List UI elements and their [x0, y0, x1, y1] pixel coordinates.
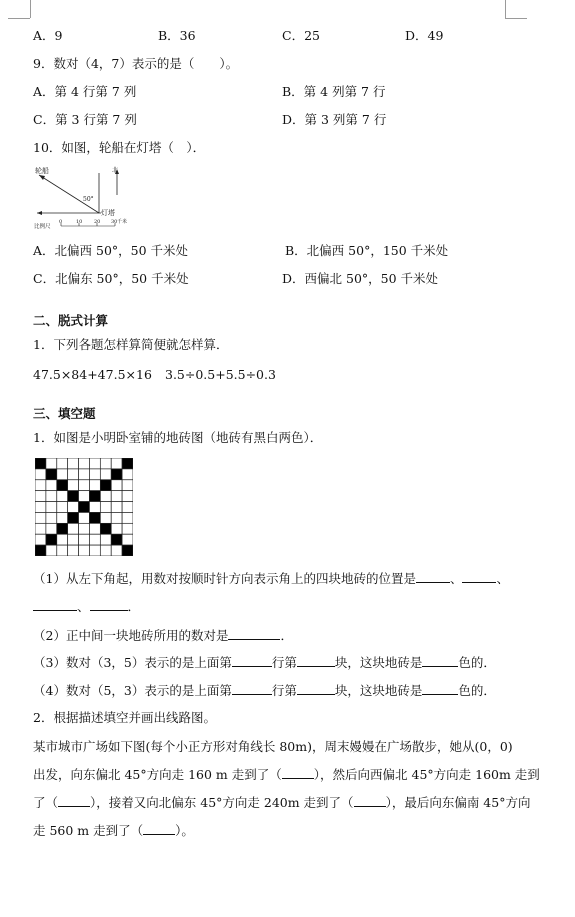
white-tile — [35, 502, 46, 513]
white-tile — [122, 502, 133, 513]
white-tile — [46, 545, 57, 556]
white-tile — [57, 512, 68, 523]
black-tile — [111, 469, 122, 480]
white-tile — [57, 502, 68, 513]
black-tile — [122, 458, 133, 469]
white-tile — [111, 545, 122, 556]
black-tile — [68, 491, 79, 502]
white-tile — [122, 512, 133, 523]
q9-stem: 9．数对（4，7）表示的是（ ）。 — [33, 56, 239, 71]
white-tile — [46, 458, 57, 469]
blank-point-2[interactable] — [58, 793, 90, 807]
blank-row[interactable] — [232, 681, 272, 695]
black-tile — [100, 523, 111, 534]
white-tile — [68, 502, 79, 513]
black-tile — [111, 534, 122, 545]
white-tile — [122, 480, 133, 491]
black-tile — [57, 480, 68, 491]
blank-tile[interactable] — [297, 653, 335, 667]
blank-point-3[interactable] — [354, 793, 386, 807]
q1-part1-line2: 、 ． — [33, 597, 140, 616]
q2-line-1: 某市城市广场如下图(每个小正方形对角线长 80m)，周末嫚嫚在广场散步，她从(0，0) — [33, 739, 513, 754]
white-tile — [57, 469, 68, 480]
section-2-q1: 1．下列各题怎样算简便就怎样算． — [33, 337, 229, 352]
white-tile — [68, 480, 79, 491]
white-tile — [100, 545, 111, 556]
white-tile — [79, 523, 90, 534]
white-tile — [46, 491, 57, 502]
q1-part4: （4）数对（5，3）表示的是上面第 行第 块，这块地砖是 色的． — [33, 683, 496, 698]
white-tile — [57, 491, 68, 502]
north-label: 北 — [112, 167, 119, 174]
q2-line-3: 了（ ），接着又向北偏东 45°方向走 240m 走到了（ ），最后向东偏南 45°方向 — [33, 795, 531, 810]
white-tile — [57, 534, 68, 545]
white-tile — [122, 469, 133, 480]
white-tile — [79, 545, 90, 556]
q10-option-a: A．北偏西 50°，50 千米处 — [33, 243, 189, 258]
expression-1: 47.5×84+47.5×16 — [33, 367, 152, 382]
section-3-q1-stem: 1．如图是小明卧室铺的地砖图（地砖有黑白两色）． — [33, 430, 323, 445]
blank-row[interactable] — [232, 653, 272, 667]
white-tile — [100, 469, 111, 480]
q8-option-b: B．36 — [158, 28, 196, 43]
black-tile — [89, 491, 100, 502]
white-tile — [57, 545, 68, 556]
white-tile — [89, 523, 100, 534]
q1-part2: （2）正中间一块地砖所用的数对是 ． — [33, 628, 293, 643]
scale-tick: 0 — [59, 219, 63, 225]
blank-corner-1[interactable] — [416, 569, 450, 583]
white-tile — [89, 545, 100, 556]
scale-unit: 千米 — [117, 219, 128, 225]
white-tile — [46, 512, 57, 523]
blank-corner-2[interactable] — [462, 569, 496, 583]
white-tile — [68, 545, 79, 556]
page-corner-mark — [505, 0, 506, 18]
scale-tick: 30 — [111, 219, 118, 225]
blank-corner-3[interactable] — [33, 597, 77, 611]
page-corner-mark — [505, 18, 527, 19]
white-tile — [68, 469, 79, 480]
section-2-heading: 二、脱式计算 — [33, 313, 109, 328]
black-tile — [35, 545, 46, 556]
black-tile — [35, 458, 46, 469]
white-tile — [46, 523, 57, 534]
q10-option-b: B．北偏西 50°，150 千米处 — [285, 243, 449, 258]
q10-stem: 10．如图，轮船在灯塔（ ）． — [33, 140, 206, 155]
blank-center-tile[interactable] — [228, 626, 280, 640]
white-tile — [100, 458, 111, 469]
white-tile — [111, 523, 122, 534]
white-tile — [89, 534, 100, 545]
white-tile — [122, 534, 133, 545]
white-tile — [122, 523, 133, 534]
black-tile — [89, 512, 100, 523]
white-tile — [79, 512, 90, 523]
q2-line-4: 走 560 m 走到了（ ）。 — [33, 823, 194, 838]
white-tile — [35, 534, 46, 545]
scale-tick: 10 — [76, 219, 83, 225]
q1-part3: （3）数对（3，5）表示的是上面第 行第 块，这块地砖是 色的． — [33, 655, 496, 670]
ship-label: 轮船 — [35, 167, 49, 175]
white-tile — [35, 523, 46, 534]
white-tile — [89, 469, 100, 480]
q2-line-2: 出发，向东偏北 45°方向走 160 m 走到了（ ），然后向西偏北 45°方向走 160m 走到 — [33, 767, 540, 782]
white-tile — [100, 502, 111, 513]
q8-option-c: C．25 — [282, 28, 320, 43]
q9-option-b: B．第 4 列第 7 行 — [282, 84, 386, 99]
white-tile — [57, 458, 68, 469]
blank-tile[interactable] — [297, 681, 335, 695]
q9-option-a: A．第 4 行第 7 列 — [33, 84, 137, 99]
q1-part1-line1: （1）从左下角起，用数对按顺时针方向表示角上的四块地砖的位置是 、 、 — [33, 571, 509, 586]
white-tile — [35, 469, 46, 480]
white-tile — [68, 458, 79, 469]
white-tile — [100, 534, 111, 545]
lighthouse-label: 灯塔 — [101, 209, 115, 217]
white-tile — [111, 458, 122, 469]
angle-label: 50° — [83, 196, 94, 203]
white-tile — [111, 502, 122, 513]
blank-color[interactable] — [422, 681, 458, 695]
q8-option-d: D．49 — [405, 28, 444, 43]
white-tile — [122, 491, 133, 502]
black-tile — [46, 534, 57, 545]
white-tile — [68, 534, 79, 545]
white-tile — [79, 458, 90, 469]
blank-point-4[interactable] — [143, 821, 175, 835]
q2-paragraph — [33, 733, 543, 845]
section-3-q2-stem: 2．根据描述填空并画出线路图。 — [33, 710, 216, 725]
white-tile — [35, 512, 46, 523]
ship-lighthouse-diagram — [31, 163, 141, 231]
white-tile — [35, 480, 46, 491]
blank-corner-4[interactable] — [90, 597, 128, 611]
blank-color[interactable] — [422, 653, 458, 667]
scale-label: 比例尺 — [34, 224, 51, 230]
white-tile — [35, 491, 46, 502]
q9-option-c: C．第 3 行第 7 列 — [33, 112, 137, 127]
floor-tile-grid — [35, 458, 133, 556]
white-tile — [100, 512, 111, 523]
white-tile — [111, 491, 122, 502]
section-3-heading: 三、填空题 — [33, 406, 96, 421]
q8-option-a: A．9 — [33, 28, 63, 43]
white-tile — [68, 523, 79, 534]
white-tile — [100, 491, 111, 502]
q9-option-d: D．第 3 列第 7 行 — [282, 112, 387, 127]
white-tile — [89, 502, 100, 513]
white-tile — [79, 491, 90, 502]
white-tile — [89, 480, 100, 491]
white-tile — [79, 480, 90, 491]
black-tile — [79, 502, 90, 513]
white-tile — [46, 480, 57, 491]
white-tile — [79, 469, 90, 480]
black-tile — [68, 512, 79, 523]
black-tile — [122, 545, 133, 556]
page-corner-mark — [8, 18, 30, 19]
scale-tick: 20 — [94, 219, 101, 225]
blank-point-1[interactable] — [282, 765, 314, 779]
black-tile — [46, 469, 57, 480]
white-tile — [89, 458, 100, 469]
q10-option-d: D．西偏北 50°，50 千米处 — [282, 271, 439, 286]
white-tile — [111, 480, 122, 491]
page-corner-mark — [30, 0, 31, 18]
black-tile — [57, 523, 68, 534]
expression-2: 3.5÷0.5+5.5÷0.3 — [165, 367, 276, 382]
white-tile — [111, 512, 122, 523]
black-tile — [100, 480, 111, 491]
q10-option-c: C．北偏东 50°，50 千米处 — [33, 271, 189, 286]
white-tile — [79, 534, 90, 545]
white-tile — [46, 502, 57, 513]
